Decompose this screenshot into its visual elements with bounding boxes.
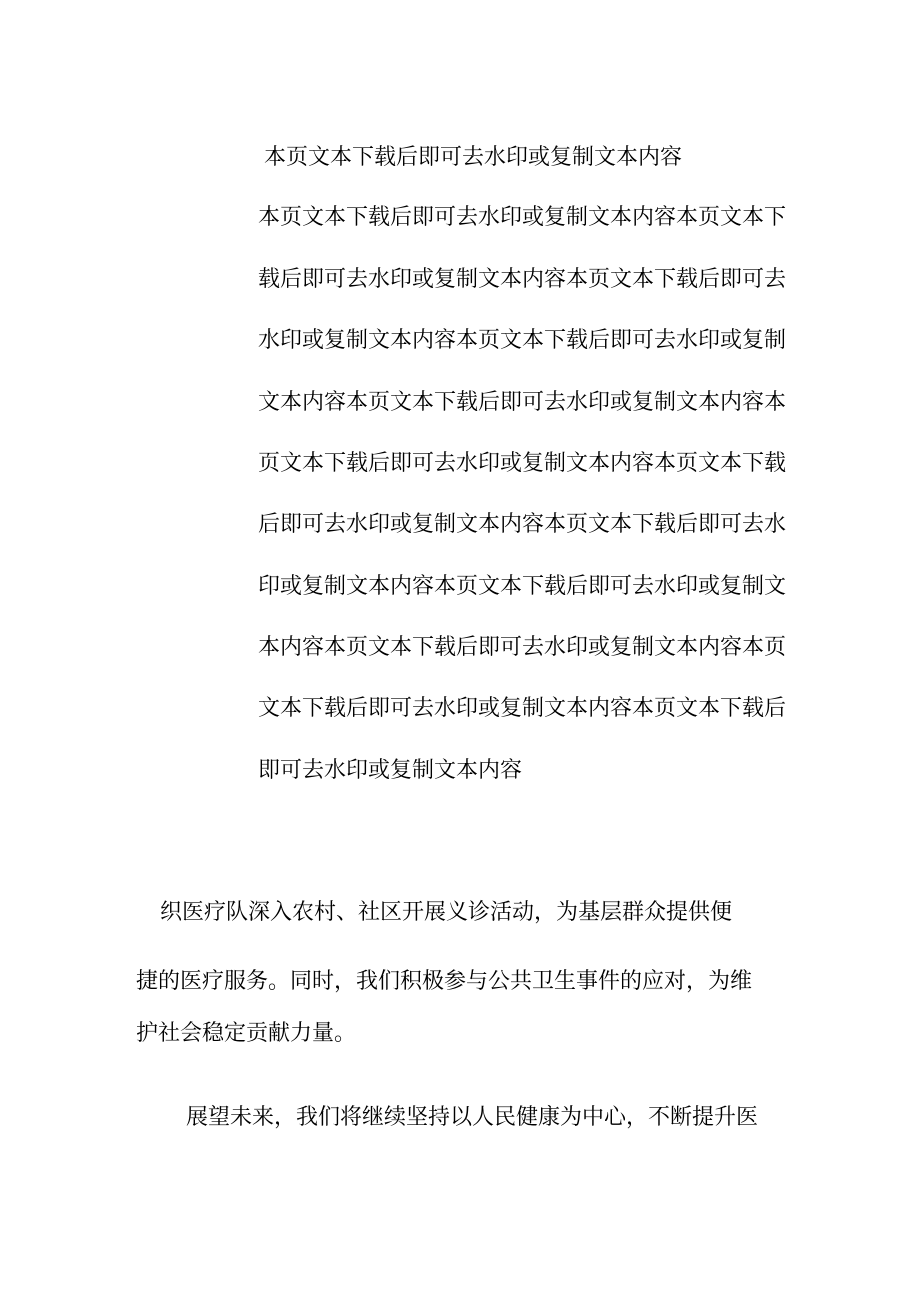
paragraph-line: 捷的医疗服务。同时，我们积极参与公共卫生事件的应对，为维 (136, 969, 753, 994)
watermark-line: 文本下载后即可去水印或复制文本内容本页文本下载后 (258, 696, 787, 721)
watermark-line: 本内容本页文本下载后即可去水印或复制文本内容本页 (258, 635, 787, 660)
watermark-line: 本页文本下载后即可去水印或复制文本内容本页文本下 (258, 205, 787, 230)
watermark-line: 载后即可去水印或复制文本内容本页文本下载后即可去 (258, 267, 787, 292)
watermark-title: 本页文本下载后即可去水印或复制文本内容 (264, 145, 683, 170)
watermark-line: 即可去水印或复制文本内容 (258, 758, 523, 783)
paragraph-line: 护社会稳定贡献力量。 (136, 1021, 357, 1046)
watermark-line: 水印或复制文本内容本页文本下载后即可去水印或复制 (258, 328, 787, 353)
paragraph-line: 展望未来，我们将继续坚持以人民健康为中心，不断提升医 (186, 1105, 759, 1130)
watermark-line: 文本内容本页文本下载后即可去水印或复制文本内容本 (258, 390, 787, 415)
watermark-line: 印或复制文本内容本页文本下载后即可去水印或复制文 (258, 574, 787, 599)
watermark-line: 页文本下载后即可去水印或复制文本内容本页文本下载 (258, 451, 787, 476)
paragraph-line: 织医疗队深入农村、社区开展义诊活动，为基层群众提供便 (160, 900, 733, 925)
watermark-line: 后即可去水印或复制文本内容本页文本下载后即可去水 (258, 512, 787, 537)
